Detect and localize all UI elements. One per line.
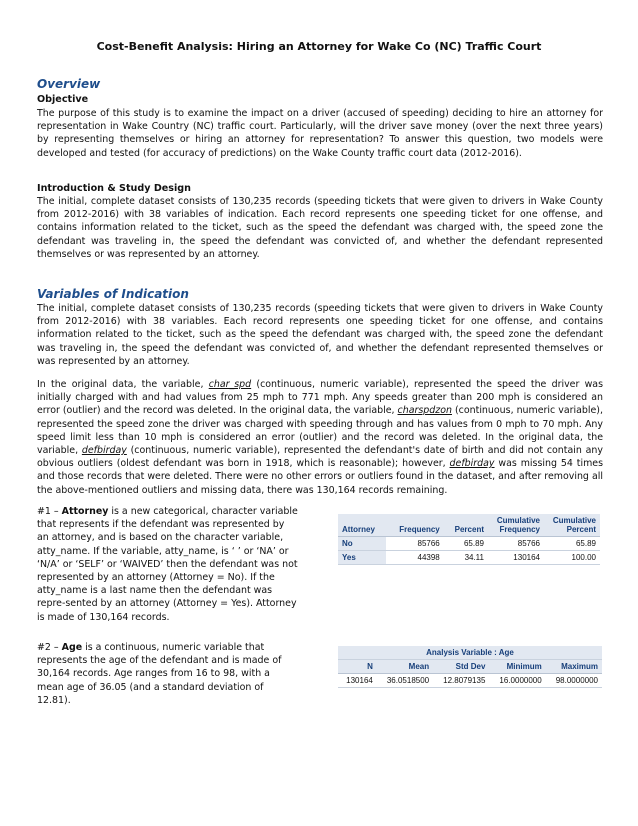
variables-paragraph-1: The initial, complete dataset consists of 130,235 records (speeding tickets that were given to drivers in Wake County from 2012-2016) with 38 variables. Each record represents one speeding ticket for one offense, and contains information related to the ticket, such as the speed the defendant was charged with, the speed zone the defendant was traveling in, the speed the defendant was convicted of, and whether the defendant represented themselves or was represented by an attorney. xyxy=(37,303,603,367)
freq-cell: 100.00 xyxy=(544,551,600,565)
means-caption: Analysis Variable : Age xyxy=(338,646,602,660)
overview-heading: Overview xyxy=(37,77,101,91)
variables-paragraph-2 xyxy=(37,378,603,497)
item2-prefix: #2 – xyxy=(37,642,62,653)
freq-cell: 65.89 xyxy=(444,537,488,551)
means-header-min: Minimum xyxy=(489,660,545,674)
item-age-paragraph xyxy=(37,641,299,707)
means-cell: 12.8079135 xyxy=(433,674,489,688)
table-row xyxy=(338,551,600,565)
freq-cell: 44398 xyxy=(386,551,443,565)
table-row xyxy=(338,537,600,551)
para2-text-3: (continuous, numeric variable), represented the speed zone the driver was charged with speeding through and has values from 0 mph to 70 mph. Any speed limit less than 10 mph is considered an error (outlier) and the record was deleted. In the original data, the variable, xyxy=(37,405,603,457)
freq-row-label: No xyxy=(338,537,386,551)
item2-text: is a continuous, numeric variable that represents the age of the defendant and is made of 30,164 records. Age ranges from 16 to 98, with a mean age of 36.05 (and a standard deviation of 12.81). xyxy=(37,642,282,706)
freq-cell: 130164 xyxy=(488,551,544,565)
freq-row-label: Yes xyxy=(338,551,386,565)
freq-header-frequency: Frequency xyxy=(386,514,443,537)
means-header-n: N xyxy=(338,660,377,674)
variables-heading: Variables of Indication xyxy=(37,287,189,301)
freq-header-attorney: Attorney xyxy=(338,514,386,537)
intro-heading: Introduction & Study Design xyxy=(37,183,191,194)
table-row xyxy=(338,674,602,688)
means-cell: 36.0518500 xyxy=(377,674,433,688)
means-cell: 98.0000000 xyxy=(546,674,602,688)
age-means-table xyxy=(338,646,602,688)
freq-header-cum-frequency: Cumulative Frequency xyxy=(488,514,544,537)
means-cell: 130164 xyxy=(338,674,377,688)
var-defbirday: defbirday xyxy=(81,445,127,457)
item1-name: Attorney xyxy=(61,506,109,517)
para2-text-4: (continuous, numeric variable), represented the defendant's date of birth and did not contain any obvious outliers (oldest defendant was born in 1918, which is reasonable); however, xyxy=(37,445,603,470)
var-charspdzon: charspdzon xyxy=(397,405,452,417)
freq-cell: 85766 xyxy=(488,537,544,551)
var-defbirday-2: defbirday xyxy=(449,458,495,470)
item1-prefix: #1 – xyxy=(37,506,62,517)
objective-paragraph: The purpose of this study is to examine the impact on a driver (accused of speeding) deciding to hire an attorney for representation in Wake Country (NC) traffic court. Particularly, will the driver save money (over the next three years) by representing themselves or hiring an attorney for representation? To answer this question, two models were developed and tested (for accuracy of predictions) on the Wake County traffic court data (2012-2016). xyxy=(37,108,603,159)
freq-cell: 65.89 xyxy=(544,537,600,551)
item1-text: is a new categorical, character variable that represents if the defendant was represented by an attorney, and is based on the character variable, atty_name. If the variable, atty_name, is ‘ ’ or ‘NA’ or ‘N/A’ or ‘SELF’ or ‘WAIVED’ then the defendant was not represented by an attorney (Attorney = No). If the atty_name is a last name then the defendant was repre-sented by an attorney (Attorney = Yes). Attorney is made of 130,164 records. xyxy=(37,506,298,623)
document-title: Cost-Benefit Analysis: Hiring an Attorney for Wake Co (NC) Traffic Court xyxy=(96,40,542,53)
freq-header-cum-percent: Cumulative Percent xyxy=(544,514,600,537)
intro-paragraph: The initial, complete dataset consists of 130,235 records (speeding tickets that were given to drivers in Wake County from 2012-2016) with 38 variables of indication. Each record represents one speeding ticket for one offense, and contains information related to the ticket, such as the speed the defendant was charged with, the speed zone the defendant was traveling in, the speed the defendant was convicted of, and whether the defendant represented themselves or was represented by an attorney. xyxy=(37,196,603,260)
attorney-frequency-table xyxy=(338,514,600,565)
means-cell: 16.0000000 xyxy=(489,674,545,688)
means-header-stddev: Std Dev xyxy=(433,660,489,674)
objective-heading: Objective xyxy=(37,94,89,105)
freq-cell: 34.11 xyxy=(444,551,488,565)
item-attorney-paragraph xyxy=(37,505,299,624)
freq-cell: 85766 xyxy=(386,537,443,551)
para2-text-2: (continuous, numeric variable), represented the speed the driver was initially charged with and had values from 25 mph to 771 mph. Any speeds greater than 200 mph is considered an error (outlier) and the record was deleted. In the original data, the variable, xyxy=(37,379,603,417)
means-header-mean: Mean xyxy=(377,660,433,674)
item2-name: Age xyxy=(61,642,83,653)
var-char-spd: char_spd xyxy=(208,379,252,390)
para2-text-5: was missing 54 times and those records that were deleted. There were no other errors or outliers found in the dataset, and after removing all the above-mentioned outliers and missing data, there was 130,164 records remaining. xyxy=(37,458,603,496)
para2-text-1: In the original data, the variable, xyxy=(37,379,209,390)
means-header-max: Maximum xyxy=(546,660,602,674)
freq-header-percent: Percent xyxy=(444,514,488,537)
